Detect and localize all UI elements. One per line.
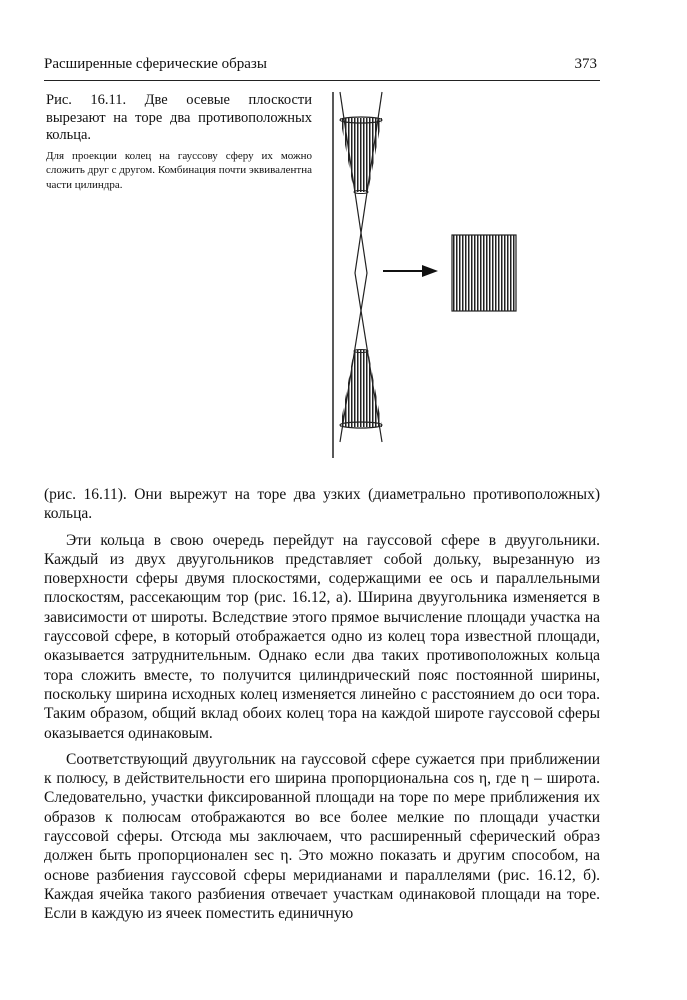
running-head: Расширенные сферические образы [44, 56, 267, 72]
caption-main: Рис. 16.11. Две осевые плоскости вырезают на торе два противоположных кольца. [46, 92, 312, 143]
paragraph-1: (рис. 16.11). Они вырежут на торе два узких (диаметрально противоположных) кольца. [44, 486, 600, 523]
page-header [44, 56, 599, 76]
caption-sub: Для проекции колец на гауссову сферу их можно сложить друг с другом. Комбинация почти эквивалентна части цилиндра. [46, 149, 312, 191]
figure-16-11 [318, 90, 558, 460]
paragraph-3: Соответствующий двуугольник на гауссовой сфере сужается при приближении к полюсу, в действительности его ширина пропорциональна cos η, где η – широта. Следовательно, участки фиксированной площади на торе по мере приближения их образов к полюсам отображаются во все более мелкие по площади участки гауссовой сферы. Отсюда мы заключаем, что расширенный сферический образ должен быть пропорционален sec η. Это можно показать и другим способом, на основе разбиения гауссовой сферы меридианами и параллелями (рис. 16.12, б). Каждая ячейка такого разбиения отвечает участкам одинаковой площади на торе. Если в каждую из ячеек поместить единичную [44, 750, 600, 923]
page-number: 373 [574, 56, 597, 72]
bottom-ring [338, 348, 384, 428]
arrow-head [422, 265, 438, 277]
figure-caption [46, 92, 312, 192]
top-ring [338, 118, 384, 194]
cylinder-band [452, 235, 516, 311]
header-rule [44, 80, 600, 81]
body-text [44, 485, 600, 924]
paragraph-2: Эти кольца в свою очередь перейдут на гауссовой сфере в двуугольники. Каждый из двух двуугольников представляет собой дольку, вырезанную из поверхности сферы двумя плоскостями, содержащими ее ось и параллельными плоскостям, рассекающим тор (рис. 16.12, а). Ширина двуугольника изменяется в зависимости от широты. Вследствие этого прямое вычисление площади участка на гауссовой сфере, в который отображается одно из колец тора известной площади, оказывается затруднительным. Однако если два таких противоположных кольца тора сложить вместе, то получится цилиндрический пояс постоянной ширины, поскольку ширина исходных колец изменяется линейно с расстоянием до оси тора. Таким образом, общий вклад обоих колец тора на каждой широте гауссовой сферы оказывается одинаковым. [44, 531, 600, 742]
